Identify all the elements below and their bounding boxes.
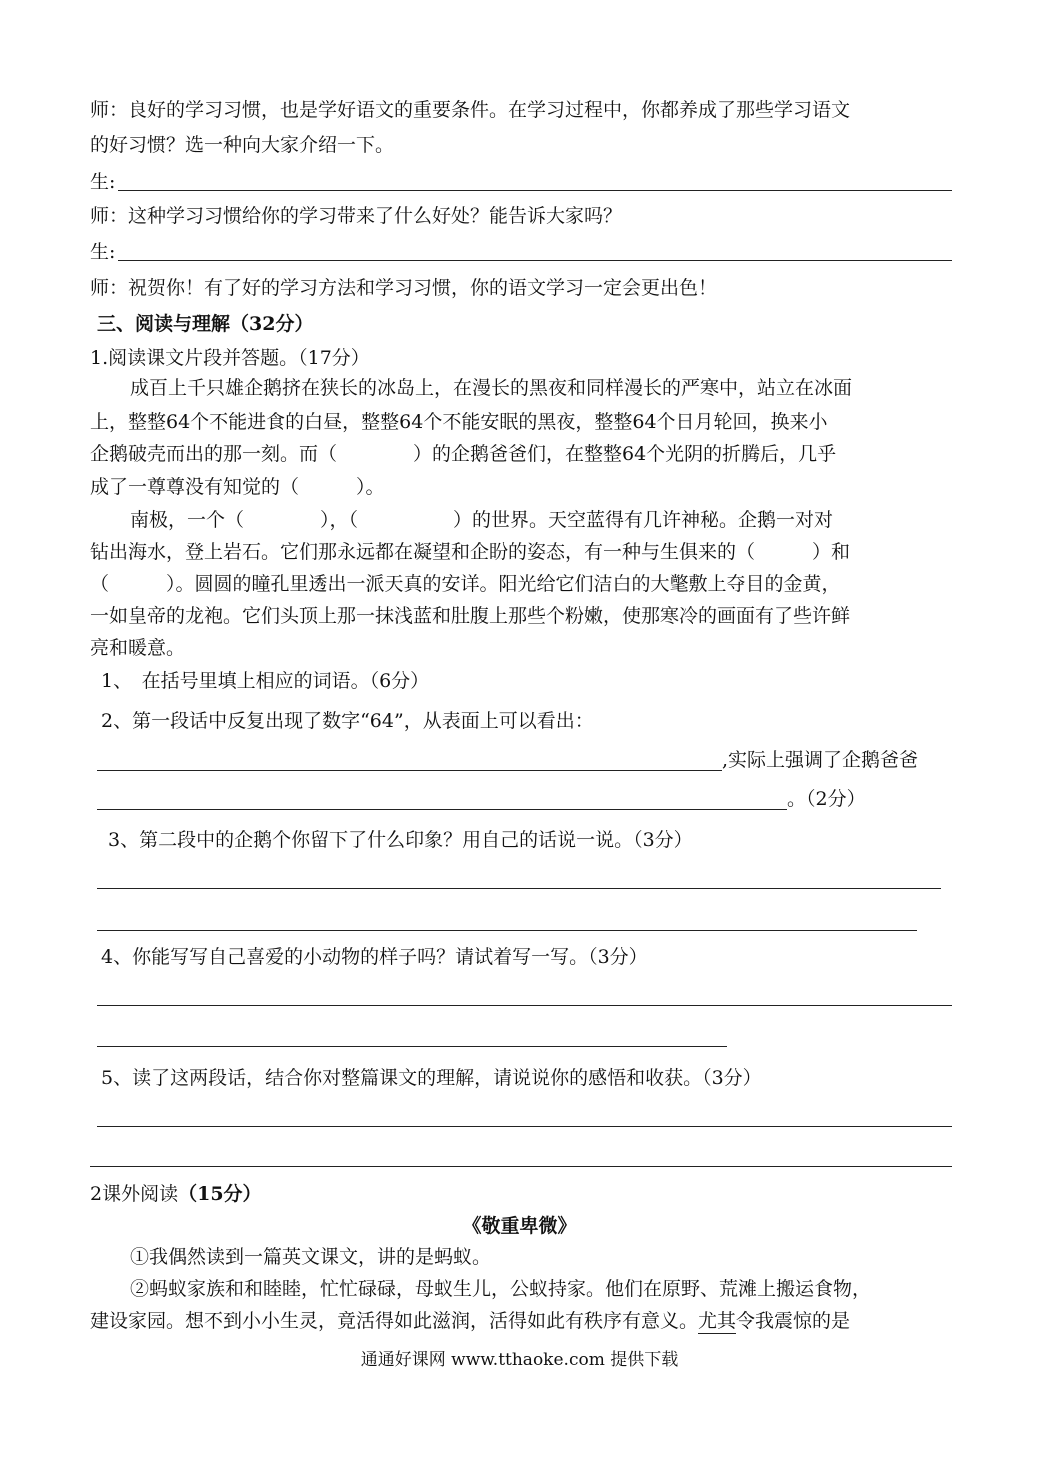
answer-line-q2b[interactable]	[97, 809, 787, 810]
sub-question-2-continued: ,实际上强调了企鹅爸爸	[722, 749, 919, 771]
student-label-1: 生:	[90, 171, 116, 193]
sub-question-3: 3、第二段中的企鹅个你留下了什么印象？用自己的话说一说。（3分）	[108, 829, 693, 851]
sub-question-5: 5、读了这两段话，结合你对整篇课文的理解，请说说你的感悟和收获。（3分）	[101, 1067, 762, 1089]
answer-line-q4a[interactable]	[97, 1005, 952, 1006]
passage-2-line: （ ）。圆圆的瞳孔里透出一派天真的安详。阳光给它们洁白的大氅敷上夺目的金黄，	[90, 573, 841, 595]
sub-question-4: 4、你能写写自己喜爱的小动物的样子吗？请试着写一写。（3分）	[101, 946, 648, 968]
answer-line-2[interactable]	[118, 260, 952, 261]
underlined-word: 尤其	[698, 1310, 737, 1332]
section-heading: 三、阅读与理解（32分）	[97, 313, 314, 335]
answer-line-q3a[interactable]	[97, 888, 941, 889]
passage-1-line: 企鹅破壳而出的那一刻。而（ ）的企鹅爸爸们，在整整64个光阴的折腾后，几乎	[90, 443, 837, 465]
sub-question-2: 2、第一段话中反复出现了数字“64”，从表面上可以看出：	[101, 710, 594, 732]
article-paragraph-1: ①我偶然读到一篇英文课文，讲的是蚂蚁。	[130, 1246, 492, 1268]
answer-line-q2a[interactable]	[97, 770, 722, 771]
sub-question-2-score: 。（2分）	[787, 788, 866, 810]
passage-1-line: 成了一尊尊没有知觉的（ ）。	[90, 476, 385, 498]
article-paragraph-2-line-2	[90, 1309, 850, 1334]
question-1-title: 1.阅读课文片段并答题。（17分）	[90, 347, 370, 369]
passage-2-line: 钻出海水，登上岩石。它们那永远都在凝望和企盼的姿态，有一种与生俱来的（ ）和	[90, 541, 851, 563]
passage-2-line: 亮和暖意。	[90, 637, 186, 659]
teacher-line-2: 师：这种学习习惯给你的学习带来了什么好处？能告诉大家吗？	[90, 205, 623, 227]
article-text: 令我震惊的是	[736, 1310, 851, 1332]
teacher-line-3: 师：祝贺你！有了好的学习方法和学习习惯，你的语文学习一定会更出色！	[90, 277, 718, 299]
page-footer: 通通好课网 www.tthaoke.com 提供下载	[360, 1350, 679, 1370]
article-paragraph-2-line-1: ②蚂蚁家族和和睦睦，忙忙碌碌，母蚁生儿，公蚁持家。他们在原野、荒滩上搬运食物，	[130, 1278, 872, 1300]
answer-line-1[interactable]	[118, 190, 952, 191]
teacher-line-1b: 的好习惯？选一种向大家介绍一下。	[90, 134, 395, 156]
answer-line-q3b[interactable]	[97, 930, 917, 931]
answer-line-q4b[interactable]	[97, 1046, 727, 1047]
extra-reading-number: 2课外阅读	[90, 1183, 179, 1205]
sub-question-1: 1、 在括号里填上相应的词语。（6分）	[101, 670, 430, 692]
article-text: 建设家园。想不到小小生灵，竟活得如此滋润，活得如此有秩序有意义。	[90, 1310, 699, 1332]
teacher-line-1a: 师：良好的学习习惯，也是学好语文的重要条件。在学习过程中，你都养成了那些学习语文	[90, 99, 851, 121]
passage-2-line: 南极，一个（ ），（ ）的世界。天空蓝得有几许神秘。企鹅一对对	[130, 509, 834, 531]
passage-1-line: 成百上千只雄企鹅挤在狭长的冰岛上，在漫长的黑夜和同样漫长的严寒中，站立在冰面	[130, 377, 853, 399]
passage-2-line: 一如皇帝的龙袍。它们头顶上那一抹浅蓝和肚腹上那些个粉嫩，使那寒冷的画面有了些许鲜	[90, 605, 851, 627]
answer-line-q5a[interactable]	[97, 1126, 952, 1127]
extra-reading-heading	[90, 1182, 262, 1206]
extra-reading-score: （15分）	[178, 1183, 262, 1205]
passage-1-line: 上，整整64个不能进食的白昼，整整64个不能安眠的黑夜，整整64个日月轮回，换来小	[90, 411, 828, 433]
student-label-2: 生:	[90, 241, 116, 263]
article-title: 《敬重卑微》	[462, 1215, 577, 1237]
answer-line-q5b[interactable]	[90, 1166, 952, 1167]
